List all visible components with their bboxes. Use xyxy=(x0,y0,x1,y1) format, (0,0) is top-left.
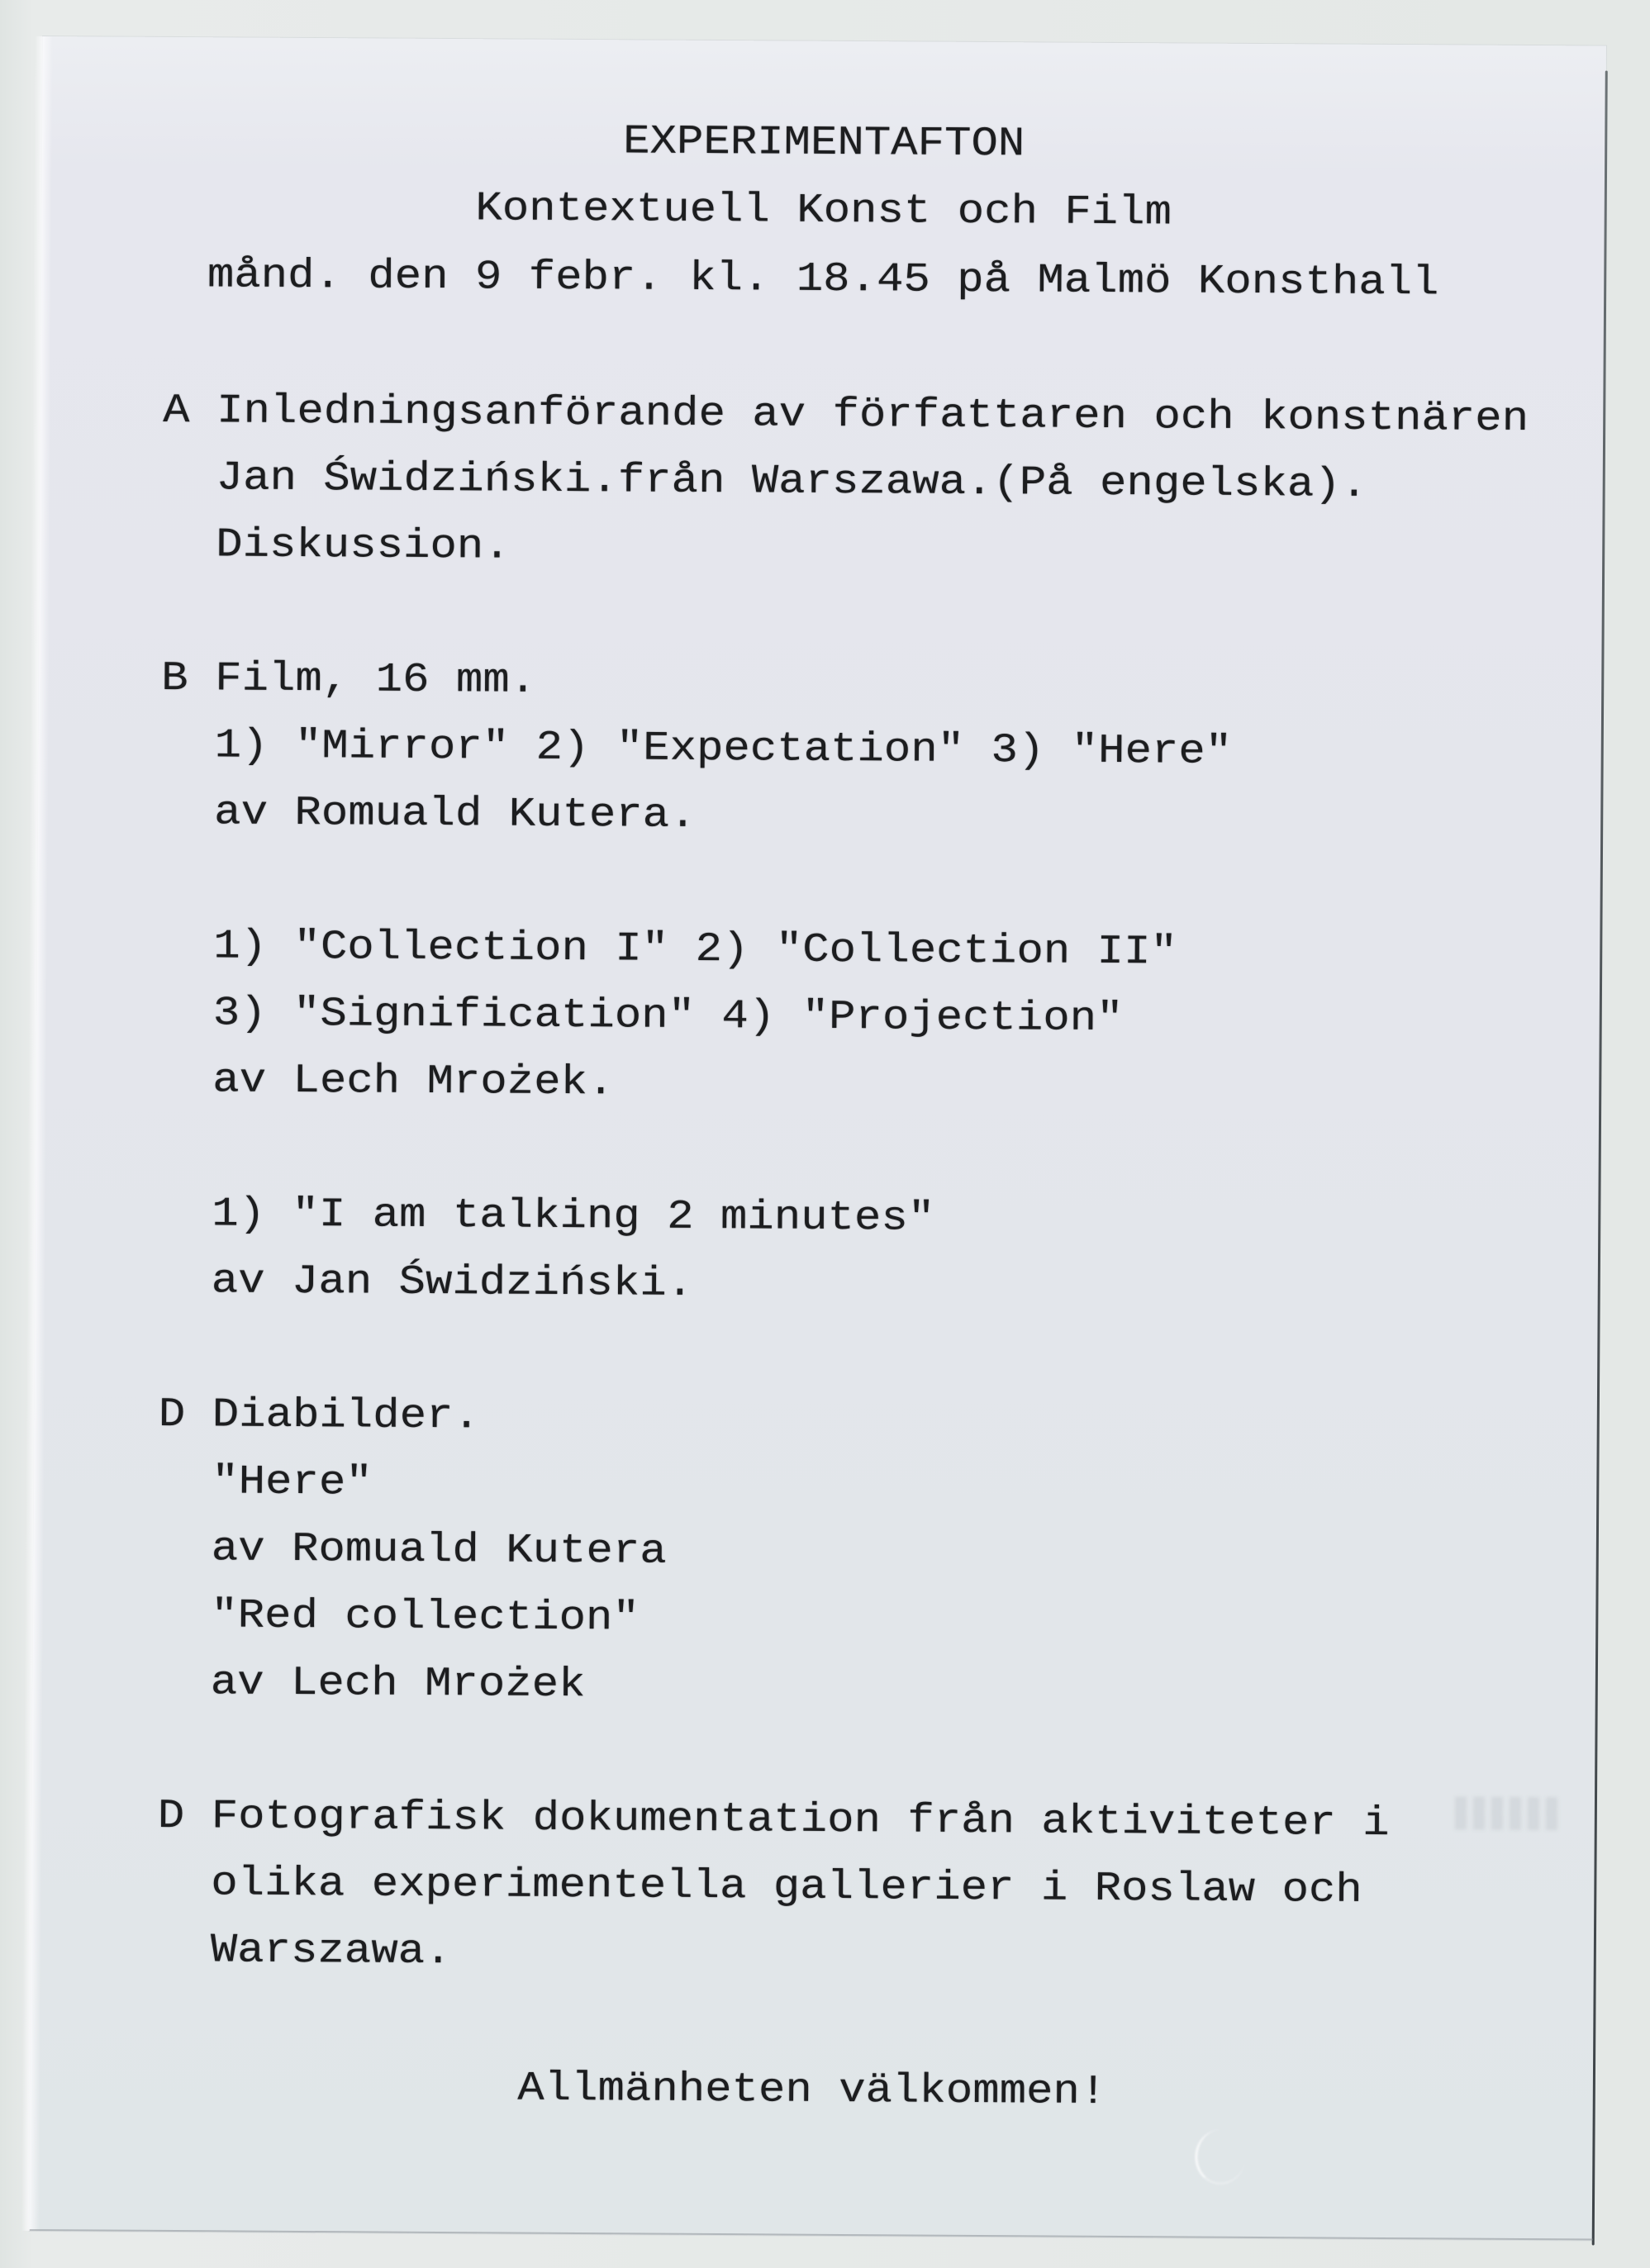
section-d-slides-line-4: "Red collection" xyxy=(211,1592,640,1643)
section-d-slides-line-2: "Here" xyxy=(212,1458,373,1507)
section-marker-d-slides: D xyxy=(158,1391,186,1438)
section-b-film-list-mrozek-1: 1) "Collection I" 2) "Collection II" xyxy=(213,923,1178,977)
typewritten-sheet xyxy=(30,36,1606,2241)
section-b-line-1: Film, 16 mm. xyxy=(215,655,537,705)
bleed-through-text xyxy=(1455,1796,1562,1830)
section-b-author-kutera: av Romuald Kutera. xyxy=(214,789,697,839)
document-subtitle: Kontextuell Konst och Film xyxy=(475,185,1172,237)
closing-welcome: Allmänheten välkommen! xyxy=(517,2066,1107,2116)
section-d-slides-line-5: av Lech Mrożek xyxy=(210,1659,586,1709)
section-d-slides-line-1: Diabilder. xyxy=(212,1391,481,1441)
section-marker-b: B xyxy=(161,655,188,702)
document-title: EXPERIMENTAFTON xyxy=(623,118,1025,169)
section-d-photo-line-1: Fotografisk dokumentation från aktiviteter i xyxy=(211,1793,1390,1847)
section-b-author-mrozek: av Lech Mrożek. xyxy=(212,1057,615,1107)
emboss-circle-mark xyxy=(1195,2130,1245,2185)
section-d-photo-line-2: olika experimentella gallerier i Roslaw och xyxy=(211,1860,1362,1914)
section-d-slides-line-3: av Romuald Kutera xyxy=(211,1525,667,1576)
section-b-film-list-swidzinski: 1) "I am talking 2 minutes" xyxy=(212,1191,935,1243)
section-a-line-2: Jan Świdziński.från Warszawa.(På engelska). xyxy=(216,454,1368,509)
section-marker-a: A xyxy=(163,388,190,435)
section-marker-d-photo: D xyxy=(157,1793,185,1840)
event-date-line: månd. den 9 febr. kl. 18.45 på Malmö Konsthall xyxy=(207,252,1439,307)
section-b-film-list-mrozek-2: 3) "Signification" 4) "Projection" xyxy=(212,990,1124,1043)
section-b-author-swidzinski: av Jan Świdziński. xyxy=(211,1258,694,1308)
section-d-photo-line-3: Warszawa. xyxy=(210,1927,452,1976)
section-a-line-3: Diskussion. xyxy=(216,521,511,571)
section-a-line-1: Inledningsanförande av författaren och konstnären xyxy=(216,388,1529,443)
section-b-film-list-kutera: 1) "Mirror" 2) "Expectation" 3) "Here" xyxy=(214,722,1233,776)
